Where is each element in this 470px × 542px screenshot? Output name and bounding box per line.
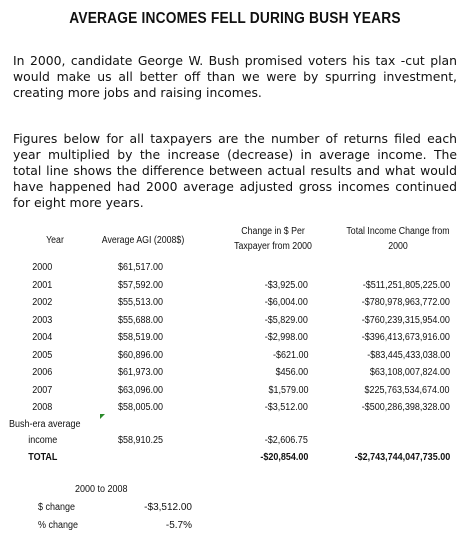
change-cell: $1,579.00: [267, 384, 308, 396]
intro-paragraph: In 2000, candidate George W. Bush promised voters his tax -cut plan would make us all better off than we were by spurring investment, creating more jobs and raising incomes.: [13, 53, 457, 100]
header-total-line2: 2000: [388, 241, 408, 252]
summary-percent-value: -5.7%: [165, 520, 192, 531]
year-cell: 2000: [32, 262, 53, 273]
bush-era-label-line2: income: [28, 434, 58, 446]
total-cell: -$511,251,805,225.00: [362, 279, 450, 291]
bush-era-row-label: [0, 417, 470, 433]
summary-range-label: 2000 to 2008: [75, 484, 128, 495]
header-change-line1: Change in $ Per: [241, 226, 305, 237]
table-row: [0, 347, 470, 365]
bush-era-change: -$2,606.75: [264, 434, 308, 446]
total-cell: -$396,413,673,916.00: [361, 332, 450, 343]
agi-cell: $63,096.00: [117, 384, 164, 396]
change-cell: -$621.00: [272, 349, 308, 361]
agi-cell: $55,688.00: [117, 314, 164, 326]
total-income-change: -$2,743,744,047,735.00: [354, 451, 450, 463]
year-cell: 2008: [32, 402, 53, 413]
agi-cell: $61,973.00: [117, 367, 164, 378]
method-paragraph: Figures below for all taxpayers are the number of returns filed each year multiplied by the increase (decrease) in average income. The total line shows the difference between actual results and what would have happened had 2000 average adjusted gross incomes continued for eight more years.: [13, 131, 457, 210]
table-row: [0, 294, 470, 312]
agi-cell: $55,513.00: [117, 297, 164, 308]
summary-dollar-label: $ change: [38, 502, 76, 513]
total-cell: $63,108,007,824.00: [369, 367, 450, 378]
total-cell: -$780,978,963,772.00: [361, 297, 450, 308]
total-cell: -$500,286,398,328.00: [361, 402, 450, 413]
table-row: [0, 399, 470, 417]
table-row: [0, 259, 470, 277]
agi-cell: $58,005.00: [117, 402, 164, 413]
agi-cell: $61,517.00: [117, 262, 164, 273]
agi-cell: $60,896.00: [117, 349, 164, 361]
bush-era-agi: $58,910.25: [117, 434, 164, 446]
total-row: [0, 449, 470, 467]
table-row: [0, 382, 470, 400]
summary-percent-label: % change: [38, 520, 79, 531]
agi-cell: $57,592.00: [117, 279, 164, 291]
table-row: [0, 312, 470, 330]
change-cell: -$6,004.00: [264, 297, 308, 308]
page-title: AVERAGE INCOMES FELL DURING BUSH YEARS: [69, 10, 401, 27]
change-cell: -$3,925.00: [264, 279, 308, 291]
table-row: [0, 364, 470, 382]
change-cell: $456.00: [275, 367, 308, 378]
comment-marker: [100, 414, 105, 419]
year-cell: 2002: [32, 297, 53, 308]
header-change-per-taxpayer: [225, 224, 322, 254]
year-cell: 2004: [32, 332, 53, 343]
summary-dollar-value: -$3,512.00: [144, 502, 192, 513]
table-row: [0, 329, 470, 347]
header-total-income-change: [345, 224, 451, 254]
year-cell: 2001: [32, 279, 53, 291]
header-total-line1: Total Income Change from: [346, 226, 450, 237]
header-change-line2: Taxpayer from 2000: [234, 241, 312, 252]
year-cell: 2003: [32, 314, 53, 326]
total-cell: -$83,445,433,038.00: [366, 349, 450, 361]
header-average-agi: Average AGI (2008$): [101, 235, 185, 246]
total-change: -$20,854.00: [259, 451, 308, 463]
table-row: [0, 277, 470, 295]
change-cell: -$3,512.00: [264, 402, 308, 413]
change-cell: -$2,998.00: [264, 332, 308, 343]
header-year: Year: [46, 235, 64, 246]
year-cell: 2006: [32, 367, 53, 378]
bush-era-row: [0, 433, 470, 449]
agi-cell: $58,519.00: [117, 332, 164, 343]
change-cell: -$5,829.00: [264, 314, 308, 326]
total-cell: -$760,239,315,954.00: [361, 314, 450, 326]
year-cell: 2005: [32, 349, 53, 361]
total-cell: $225,763,534,674.00: [364, 384, 450, 396]
year-cell: 2007: [32, 384, 53, 396]
income-table: [0, 259, 470, 466]
total-label: TOTAL: [28, 451, 58, 463]
bush-era-label-line1: Bush-era average: [9, 418, 81, 430]
